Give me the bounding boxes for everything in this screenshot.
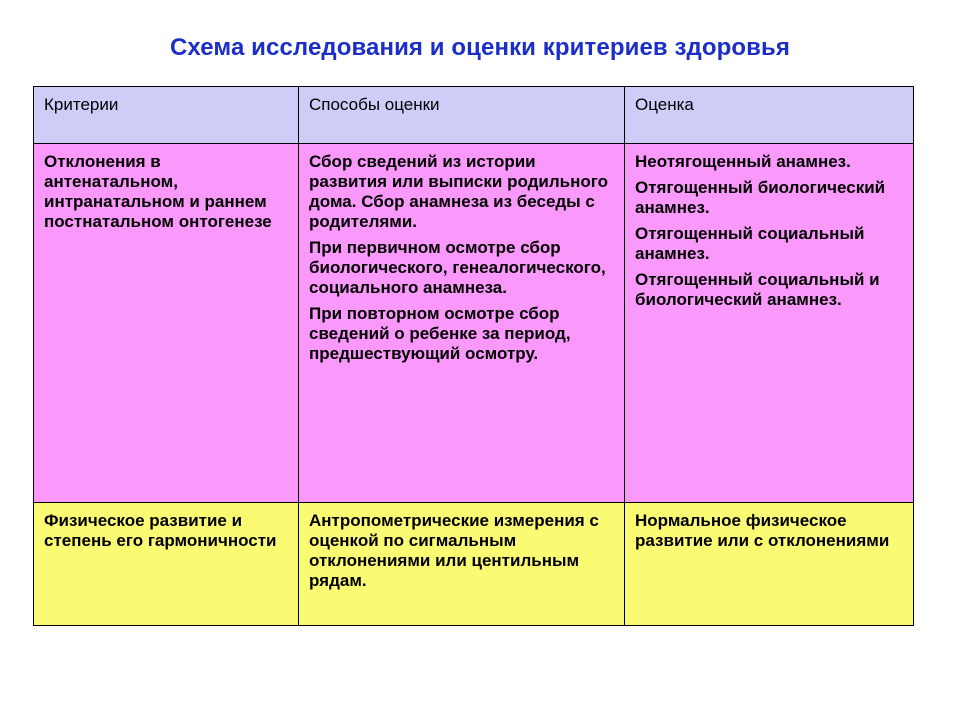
assessment-text: Неотягощенный анамнез. <box>635 152 851 171</box>
table-row <box>34 503 914 626</box>
method-text: Сбор сведений из истории развития или выписки родильного дома. Сбор анамнеза из беседы с родителями. <box>309 152 608 231</box>
page-title: Схема исследования и оценки критериев здоровья <box>170 34 790 61</box>
criterion-cell: Физическое развитие и степень его гармоничности <box>34 503 299 626</box>
method-text: При первичном осмотре сбор биологического, генеалогического, социального анамнеза. <box>309 238 606 297</box>
assessment-text: Отягощенный социальный анамнез. <box>635 224 865 263</box>
header-methods: Способы оценки <box>299 87 625 144</box>
assessment-cell <box>625 144 914 503</box>
table-row <box>34 144 914 503</box>
table-header-row <box>34 87 914 144</box>
criteria-table <box>33 86 914 626</box>
method-text: При повторном осмотре сбор сведений о ребенке за период, предшествующий осмотру. <box>309 304 571 363</box>
methods-cell <box>299 503 625 626</box>
methods-cell <box>299 144 625 503</box>
header-assessment: Оценка <box>625 87 914 144</box>
assessment-text: Отягощенный социальный и биологический анамнез. <box>635 270 880 309</box>
assessment-text: Отягощенный биологический анамнез. <box>635 178 886 217</box>
criterion-cell: Отклонения в антенатальном, интранатальном и раннем постнатальном онтогенезе <box>34 144 299 503</box>
header-criteria: Критерии <box>34 87 299 144</box>
assessment-cell <box>625 503 914 626</box>
method-text: Антропометрические измерения с оценкой по сигмальным отклонениями или центильным рядам. <box>309 511 599 590</box>
assessment-text: Нормальное физическое развитие или с отклонениями <box>635 511 890 550</box>
